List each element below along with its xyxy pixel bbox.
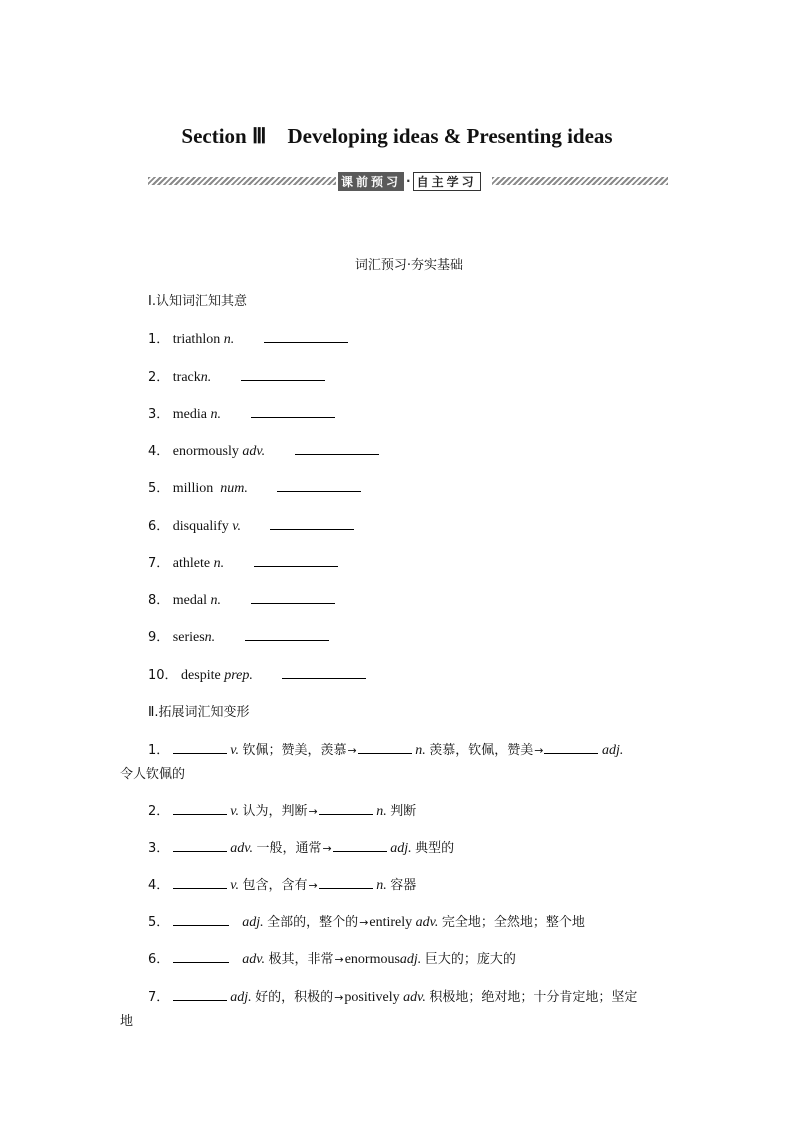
- vocab-item: 6． disqualify v.: [148, 515, 354, 535]
- banner-hatch-right: [492, 177, 668, 185]
- arrow-icon: →: [534, 744, 544, 757]
- vocab-item: 1． triathlon n.: [148, 328, 348, 348]
- answer-blank[interactable]: [173, 912, 229, 926]
- derivation-continuation: 地: [120, 1014, 134, 1029]
- banner-label-selfstudy: 自主学习: [413, 172, 481, 191]
- derivation-continuation: 令人钦佩的: [120, 767, 186, 782]
- answer-blank[interactable]: [241, 367, 325, 381]
- vocab-item: 7． athlete n.: [148, 552, 338, 572]
- answer-blank[interactable]: [333, 838, 387, 852]
- answer-blank[interactable]: [173, 875, 227, 889]
- arrow-icon: →: [308, 805, 318, 818]
- answer-blank[interactable]: [282, 665, 366, 679]
- answer-blank[interactable]: [270, 516, 354, 530]
- answer-blank[interactable]: [251, 590, 335, 604]
- answer-blank[interactable]: [295, 441, 379, 455]
- answer-blank[interactable]: [319, 875, 373, 889]
- answer-blank[interactable]: [277, 478, 361, 492]
- banner-separator: ·: [406, 174, 411, 188]
- part2-heading: Ⅱ.拓展词汇知变形: [148, 705, 250, 720]
- page-title: Section Ⅲ Developing ideas & Presenting ideas: [181, 124, 613, 148]
- answer-blank[interactable]: [251, 404, 335, 418]
- answer-blank[interactable]: [173, 949, 229, 963]
- arrow-icon: →: [347, 744, 357, 757]
- answer-blank[interactable]: [245, 627, 329, 641]
- vocab-item: 10． despite prep.: [148, 664, 366, 684]
- derivation-item: 5． adj. 全部的，整个的→entirely adv. 完全地；全然地；整个地: [148, 911, 585, 931]
- answer-blank[interactable]: [173, 801, 227, 815]
- section-subtitle: 词汇预习·夯实基础: [354, 258, 464, 273]
- answer-blank[interactable]: [173, 838, 227, 852]
- derivation-item: 6． adv. 极其，非常→enormousadj. 巨大的；庞大的: [148, 948, 516, 968]
- part1-heading: Ⅰ.认知词汇知其意: [148, 294, 247, 309]
- banner-hatch-left: [148, 177, 336, 185]
- vocab-item: 5． million num.: [148, 477, 361, 497]
- derivation-item: 2． v. 认为，判断→ n. 判断: [148, 800, 416, 820]
- arrow-icon: →: [334, 953, 344, 966]
- answer-blank[interactable]: [173, 740, 227, 754]
- answer-blank[interactable]: [264, 329, 348, 343]
- answer-blank[interactable]: [358, 740, 412, 754]
- banner-label-preview: 课前预习: [338, 172, 404, 191]
- vocab-item: 4． enormously adv.: [148, 440, 379, 460]
- answer-blank[interactable]: [173, 987, 227, 1001]
- answer-blank[interactable]: [254, 553, 338, 567]
- answer-blank[interactable]: [319, 801, 373, 815]
- banner-tag: [338, 172, 481, 190]
- arrow-icon: →: [359, 916, 369, 929]
- vocab-item: 8． medal n.: [148, 589, 335, 609]
- vocab-item: 3． media n.: [148, 403, 335, 423]
- derivation-item: 7． adj. 好的，积极的→positively adv. 积极地；绝对地；十分肯定地；坚定: [148, 986, 637, 1006]
- arrow-icon: →: [308, 879, 318, 892]
- arrow-icon: →: [322, 842, 332, 855]
- vocab-item: 2． trackn.: [148, 366, 325, 386]
- arrow-icon: →: [334, 991, 344, 1004]
- answer-blank[interactable]: [544, 740, 598, 754]
- section-banner: [148, 172, 668, 190]
- vocab-item: 9． seriesn.: [148, 626, 329, 646]
- derivation-item: 4． v. 包含，含有→ n. 容器: [148, 874, 416, 894]
- derivation-item: 1． v. 钦佩；赞美，羡慕→ n. 羡慕，钦佩，赞美→ adj.: [148, 739, 623, 759]
- derivation-item: 3． adv. 一般，通常→ adj. 典型的: [148, 837, 454, 857]
